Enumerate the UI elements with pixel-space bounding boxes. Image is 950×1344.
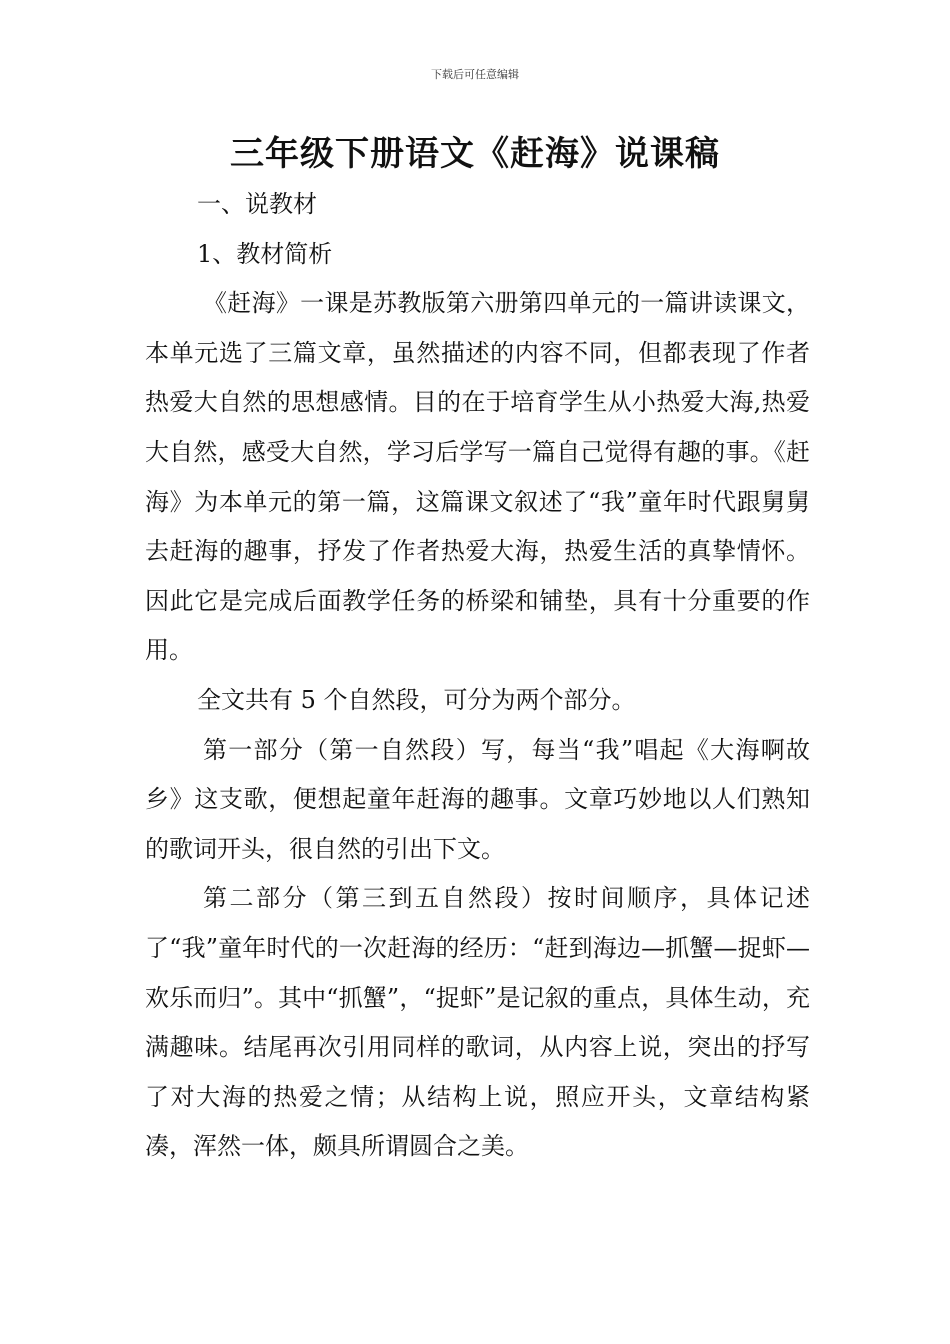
section-heading: 一、说教材 <box>197 190 317 218</box>
paragraph-textbook-analysis: 《赶海》一课是苏教版第六册第四单元的一篇讲读课文，本单元选了三篇文章，虽然描述的内容不同，但都表现了作者热爱大自然的思想感情。目的在于培育学生从小热爱大海,热爱大自然，感受大自然，学习后学写一篇自己觉得有趣的事。《赶海》为本单元的第一篇，这篇课文叙述了“我”童年时代跟舅舅去赶海的趣事，抒发了作者热爱大海，热爱生活的真挚情怀。因此它是完成后面教学任务的桥梁和铺垫，具有十分重要的作用。 <box>145 289 810 665</box>
document-body <box>145 180 810 1172</box>
paragraph-part-one: 第一部分（第一自然段）写，每当“我”唱起《大海啊故乡》这支歌，便想起童年赶海的趣事。文章巧妙地以人们熟知的歌词开头，很自然的引出下文。 <box>145 735 810 863</box>
paragraph-structure-overview: 全文共有 5 个自然段，可分为两个部分。 <box>197 685 636 714</box>
header-note: 下载后可任意编辑 <box>431 68 519 81</box>
subsection-heading: 1、教材简析 <box>197 239 333 268</box>
paragraph-part-two: 第二部分（第三到五自然段）按时间顺序，具体记述了“我”童年时代的一次赶海的经历：“赶到海边—抓蟹—捉虾—欢乐而归”。其中“抓蟹”，“捉虾”是记叙的重点，具体生动，充满趣味。结尾再次引用同样的歌词，从内容上说，突出的抒写了对大海的热爱之情；从结构上说，照应开头，文章结构紧凑，浑然一体，颇具所谓圆合之美。 <box>145 884 810 1161</box>
document-title: 三年级下册语文《赶海》说课稿 <box>230 134 720 174</box>
